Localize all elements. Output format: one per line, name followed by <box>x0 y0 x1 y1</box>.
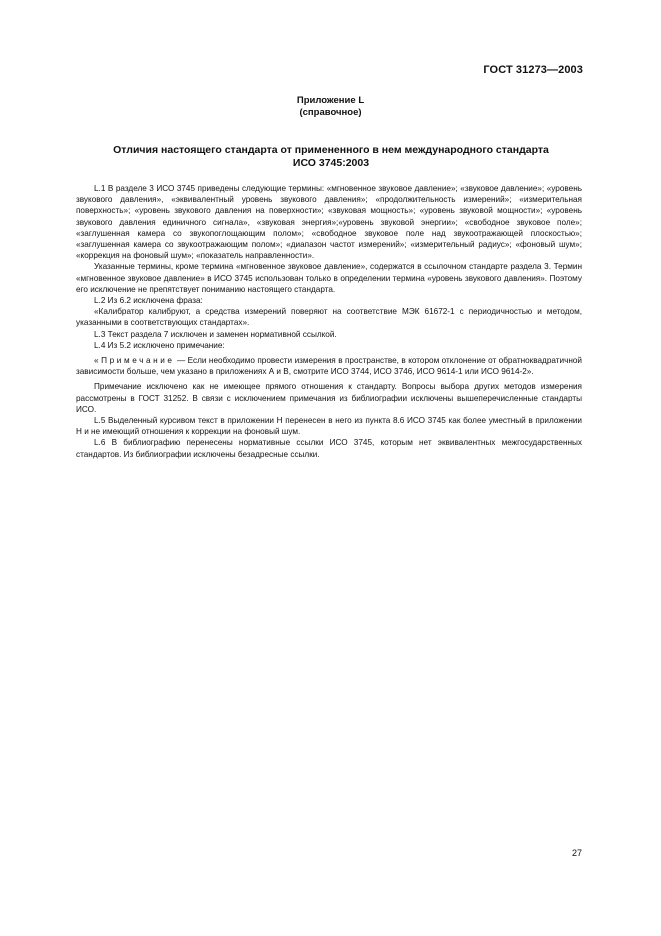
document-code: ГОСТ 31273—2003 <box>483 64 583 76</box>
note-text: — Если необходимо провести измерения в пространстве, в котором отклонение от обратноквадратичной зависимости больше, чем указано в приложениях А и В, смотрите ИСО 3744, ИСО 3746, ИСО 9614-1 или ИСО 9614-2». <box>76 356 582 377</box>
paragraph-l5: L.5 Выделенный курсивом текст в приложении Н перенесен в него из пункта 8.6 ИСО 3745 как более уместный в приложении Н и не имеющий отношения к коррекции на фоновый шум. <box>76 416 582 437</box>
annex-type: (справочное) <box>299 107 362 118</box>
note-label: «Примечание <box>94 356 175 366</box>
paragraph-excluded-note <box>76 355 582 377</box>
annex-title <box>76 144 586 170</box>
paragraph-l3: L.3 Текст раздела 7 исключен и заменен нормативной ссылкой. <box>94 329 337 339</box>
paragraph-l4: L.4 Из 5.2 исключено примечание: <box>94 340 225 350</box>
paragraph-terms-note: Указанные термины, кроме термина «мгновенное звуковое давление», содержатся в ссылочном стандарте раздела 3. Термин «мгновенное звуковое давление» в ИСО 3745 использован только в определении термина «уровень звукового давления». Поэтому его исключение не препятствует пониманию настоящего стандарта. <box>76 262 582 294</box>
annex-title-line-1: Отличия настоящего стандарта от примененного в нем международного стандарта <box>113 144 549 156</box>
paragraph-l6: L.6 В библиографию перенесены нормативные ссылки ИСО 3745, которым нет эквивалентных межгосударственных стандартов. Из библиографии исключены безадресные ссылки. <box>76 438 582 459</box>
annex-title-line-2: ИСО 3745:2003 <box>292 157 370 169</box>
annex-label: Приложение L <box>296 95 365 106</box>
body-text <box>76 183 582 460</box>
paragraph-note-explanation: Примечание исключено как не имеющее прямого отношения к стандарту. Вопросы выбора других методов измерения рассмотрены в ГОСТ 31252. В связи с исключением примечания из библиографии исключены вышеперечисленные стандарты ИСО. <box>76 382 582 414</box>
paragraph-l1: L.1 В разделе 3 ИСО 3745 приведены следующие термины: «мгновенное звуковое давление»; «звуковое давление»; «уровень звукового давления», «эквивалентный уровень звукового давления»; «продолжительность измерений»; «измерительная поверхность»; «уровень звукового давления на поверхности»; «звуковая мощность»; «уровень звуковой мощности»; «уровень звукового давления единичного сигнала», «звуковая энергия»;«уровень звуковой энергии»; «свободное звуковое поле»; «заглушенная камера со звукопоглощающим полом»; «свободное звуковое поле над звукоотражающей плоскостью»; «заглушенная камера со звукоотражающим полом»; «диапазон частот измерений»; «измерительный радиус»; «фоновый шум»; «коррекция на фоновый шум»; «показатель направленности». <box>76 184 582 261</box>
annex-header <box>0 95 661 119</box>
paragraph-excluded-phrase: «Калибратор калибруют, а средства измерений поверяют на соответствие МЭК 61672-1 с периодичностью и методом, указанными в соответствующих стандартах». <box>76 307 582 328</box>
page-number: 27 <box>571 848 582 858</box>
paragraph-l2: L.2 Из 6.2 исключена фраза: <box>94 296 203 306</box>
